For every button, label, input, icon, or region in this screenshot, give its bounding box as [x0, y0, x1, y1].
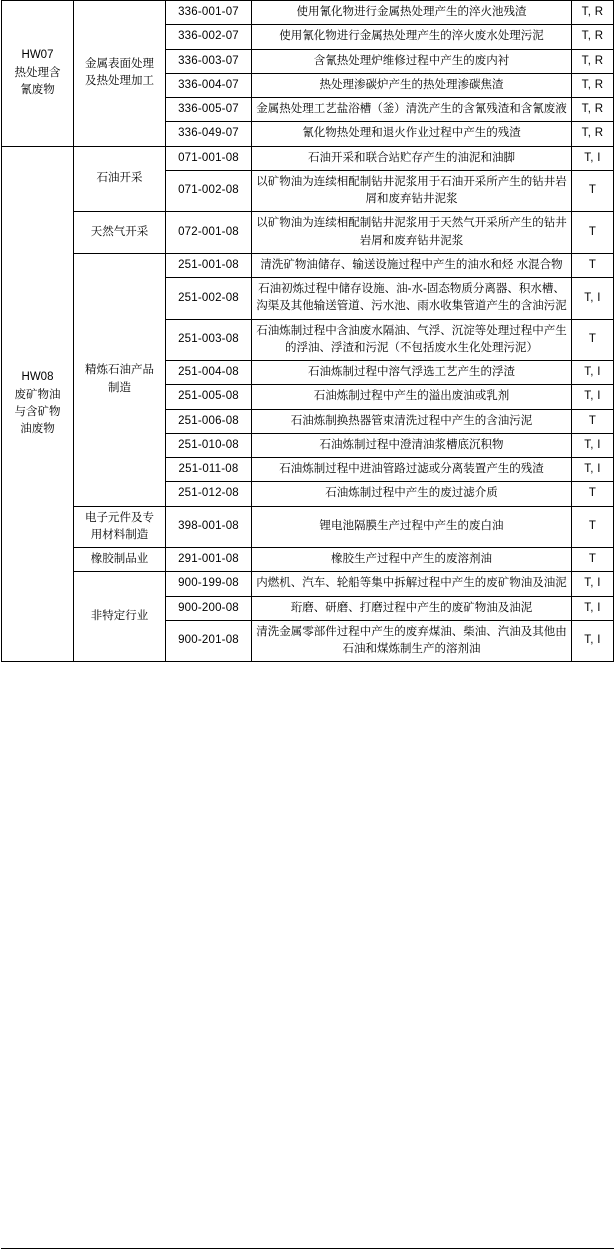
- hazard-characteristic-cell: T: [572, 482, 614, 506]
- waste-description-cell: 橡胶生产过程中产生的废溶剂油: [252, 548, 572, 572]
- waste-description-cell: 石油炼制过程中澄清油浆槽底沉积物: [252, 433, 572, 457]
- industry-source-cell: 金属表面处理 及热处理加工: [74, 1, 166, 147]
- waste-category-cell: HW08 废矿物油 与含矿物 油废物: [2, 146, 74, 662]
- waste-description-cell: 石油炼制过程中产生的废过滤介质: [252, 482, 572, 506]
- waste-code-cell: 336-003-07: [166, 49, 252, 73]
- waste-code-cell: 251-002-08: [166, 278, 252, 320]
- waste-description-cell: 使用氰化物进行金属热处理产生的淬火池残渣: [252, 1, 572, 25]
- hazard-characteristic-cell: T, I: [572, 361, 614, 385]
- waste-description-cell: 石油初炼过程中储存设施、油-水-固态物质分离器、积水槽、沟渠及其他输送管道、污水池、雨水收集管道产生的含油污泥: [252, 278, 572, 320]
- waste-code-cell: 251-010-08: [166, 433, 252, 457]
- waste-description-cell: 石油炼制过程中产生的溢出废油或乳剂: [252, 385, 572, 409]
- waste-description-cell: 热处理渗碳炉产生的热处理渗碳焦渣: [252, 73, 572, 97]
- hazard-characteristic-cell: T, I: [572, 278, 614, 320]
- waste-code-cell: 291-001-08: [166, 548, 252, 572]
- waste-code-cell: 336-002-07: [166, 25, 252, 49]
- waste-description-cell: 以矿物油为连续相配制钻井泥浆用于天然气开采所产生的钻井岩屑和废弃钻井泥浆: [252, 212, 572, 254]
- waste-description-cell: 金属热处理工艺盐浴槽（釜）清洗产生的含氰残渣和含氰废液: [252, 98, 572, 122]
- industry-source-cell: 非特定行业: [74, 572, 166, 662]
- waste-description-cell: 石油炼制过程中含油废水隔油、气浮、沉淀等处理过程中产生的浮油、浮渣和污泥（不包括废水生化处理污泥）: [252, 319, 572, 361]
- waste-code-cell: 072-001-08: [166, 212, 252, 254]
- waste-description-cell: 含氰热处理炉维修过程中产生的废内衬: [252, 49, 572, 73]
- waste-code-cell: 398-001-08: [166, 506, 252, 548]
- table-body: [2, 1, 614, 662]
- hazard-characteristic-cell: T, R: [572, 98, 614, 122]
- hazard-characteristic-cell: T, I: [572, 385, 614, 409]
- industry-source-cell: 精炼石油产品 制造: [74, 253, 166, 506]
- waste-category-cell: HW07 热处理含 氰废物: [2, 1, 74, 147]
- table-row: [2, 253, 614, 277]
- table-row: [2, 506, 614, 548]
- waste-description-cell: 珩磨、研磨、打磨过程中产生的废矿物油及油泥: [252, 596, 572, 620]
- hazard-characteristic-cell: T: [572, 319, 614, 361]
- hazard-characteristic-cell: T, R: [572, 1, 614, 25]
- table-row: [2, 212, 614, 254]
- waste-code-cell: 251-006-08: [166, 409, 252, 433]
- waste-description-cell: 氰化物热处理和退火作业过程中产生的残渣: [252, 122, 572, 146]
- hazard-characteristic-cell: T, I: [572, 458, 614, 482]
- waste-description-cell: 石油开采和联合站贮存产生的油泥和油脚: [252, 146, 572, 170]
- waste-description-cell: 石油炼制过程中进油管路过滤或分离装置产生的残渣: [252, 458, 572, 482]
- industry-source-cell: 天然气开采: [74, 212, 166, 254]
- waste-code-cell: 336-049-07: [166, 122, 252, 146]
- hazard-characteristic-cell: T: [572, 253, 614, 277]
- waste-code-cell: 251-001-08: [166, 253, 252, 277]
- waste-code-cell: 251-005-08: [166, 385, 252, 409]
- waste-code-cell: 900-201-08: [166, 620, 252, 662]
- hazard-characteristic-cell: T, I: [572, 146, 614, 170]
- hazard-characteristic-cell: T, R: [572, 49, 614, 73]
- hazard-characteristic-cell: T, R: [572, 122, 614, 146]
- waste-description-cell: 锂电池隔膜生产过程中产生的废白油: [252, 506, 572, 548]
- table-row: [2, 146, 614, 170]
- hazard-characteristic-cell: T, I: [572, 620, 614, 662]
- waste-code-cell: 251-012-08: [166, 482, 252, 506]
- waste-code-cell: 336-001-07: [166, 1, 252, 25]
- waste-description-cell: 清洗矿物油储存、输送设施过程中产生的油水和烃 水混合物: [252, 253, 572, 277]
- hazard-characteristic-cell: T: [572, 409, 614, 433]
- waste-description-cell: 内燃机、汽车、轮船等集中拆解过程中产生的废矿物油及油泥: [252, 572, 572, 596]
- waste-description-cell: 使用氰化物进行金属热处理产生的淬火废水处理污泥: [252, 25, 572, 49]
- waste-description-cell: 石油炼制过程中溶气浮选工艺产生的浮渣: [252, 361, 572, 385]
- hazard-characteristic-cell: T: [572, 212, 614, 254]
- waste-description-cell: 清洗金属零部件过程中产生的废弃煤油、柴油、汽油及其他由石油和煤炼制生产的溶剂油: [252, 620, 572, 662]
- industry-source-cell: 橡胶制品业: [74, 548, 166, 572]
- waste-code-cell: 251-004-08: [166, 361, 252, 385]
- hazard-characteristic-cell: T: [572, 170, 614, 212]
- hazard-characteristic-cell: T, I: [572, 572, 614, 596]
- hazard-characteristic-cell: T, R: [572, 73, 614, 97]
- industry-source-cell: 电子元件及专 用材料制造: [74, 506, 166, 548]
- waste-description-cell: 以矿物油为连续相配制钻井泥浆用于石油开采所产生的钻井岩屑和废弃钻井泥浆: [252, 170, 572, 212]
- hazard-characteristic-cell: T: [572, 548, 614, 572]
- waste-code-cell: 251-003-08: [166, 319, 252, 361]
- waste-code-cell: 251-011-08: [166, 458, 252, 482]
- waste-code-cell: 900-200-08: [166, 596, 252, 620]
- waste-code-cell: 071-002-08: [166, 170, 252, 212]
- industry-source-cell: 石油开采: [74, 146, 166, 212]
- table-row: [2, 548, 614, 572]
- waste-code-cell: 900-199-08: [166, 572, 252, 596]
- table-row: [2, 572, 614, 596]
- hazard-characteristic-cell: T, R: [572, 25, 614, 49]
- waste-code-cell: 071-001-08: [166, 146, 252, 170]
- table-row: [2, 1, 614, 25]
- hazard-characteristic-cell: T: [572, 506, 614, 548]
- waste-code-cell: 336-005-07: [166, 98, 252, 122]
- waste-description-cell: 石油炼制换热器管束清洗过程中产生的含油污泥: [252, 409, 572, 433]
- waste-code-cell: 336-004-07: [166, 73, 252, 97]
- hazard-characteristic-cell: T, I: [572, 596, 614, 620]
- hazard-characteristic-cell: T, I: [572, 433, 614, 457]
- hazardous-waste-table: [1, 0, 614, 662]
